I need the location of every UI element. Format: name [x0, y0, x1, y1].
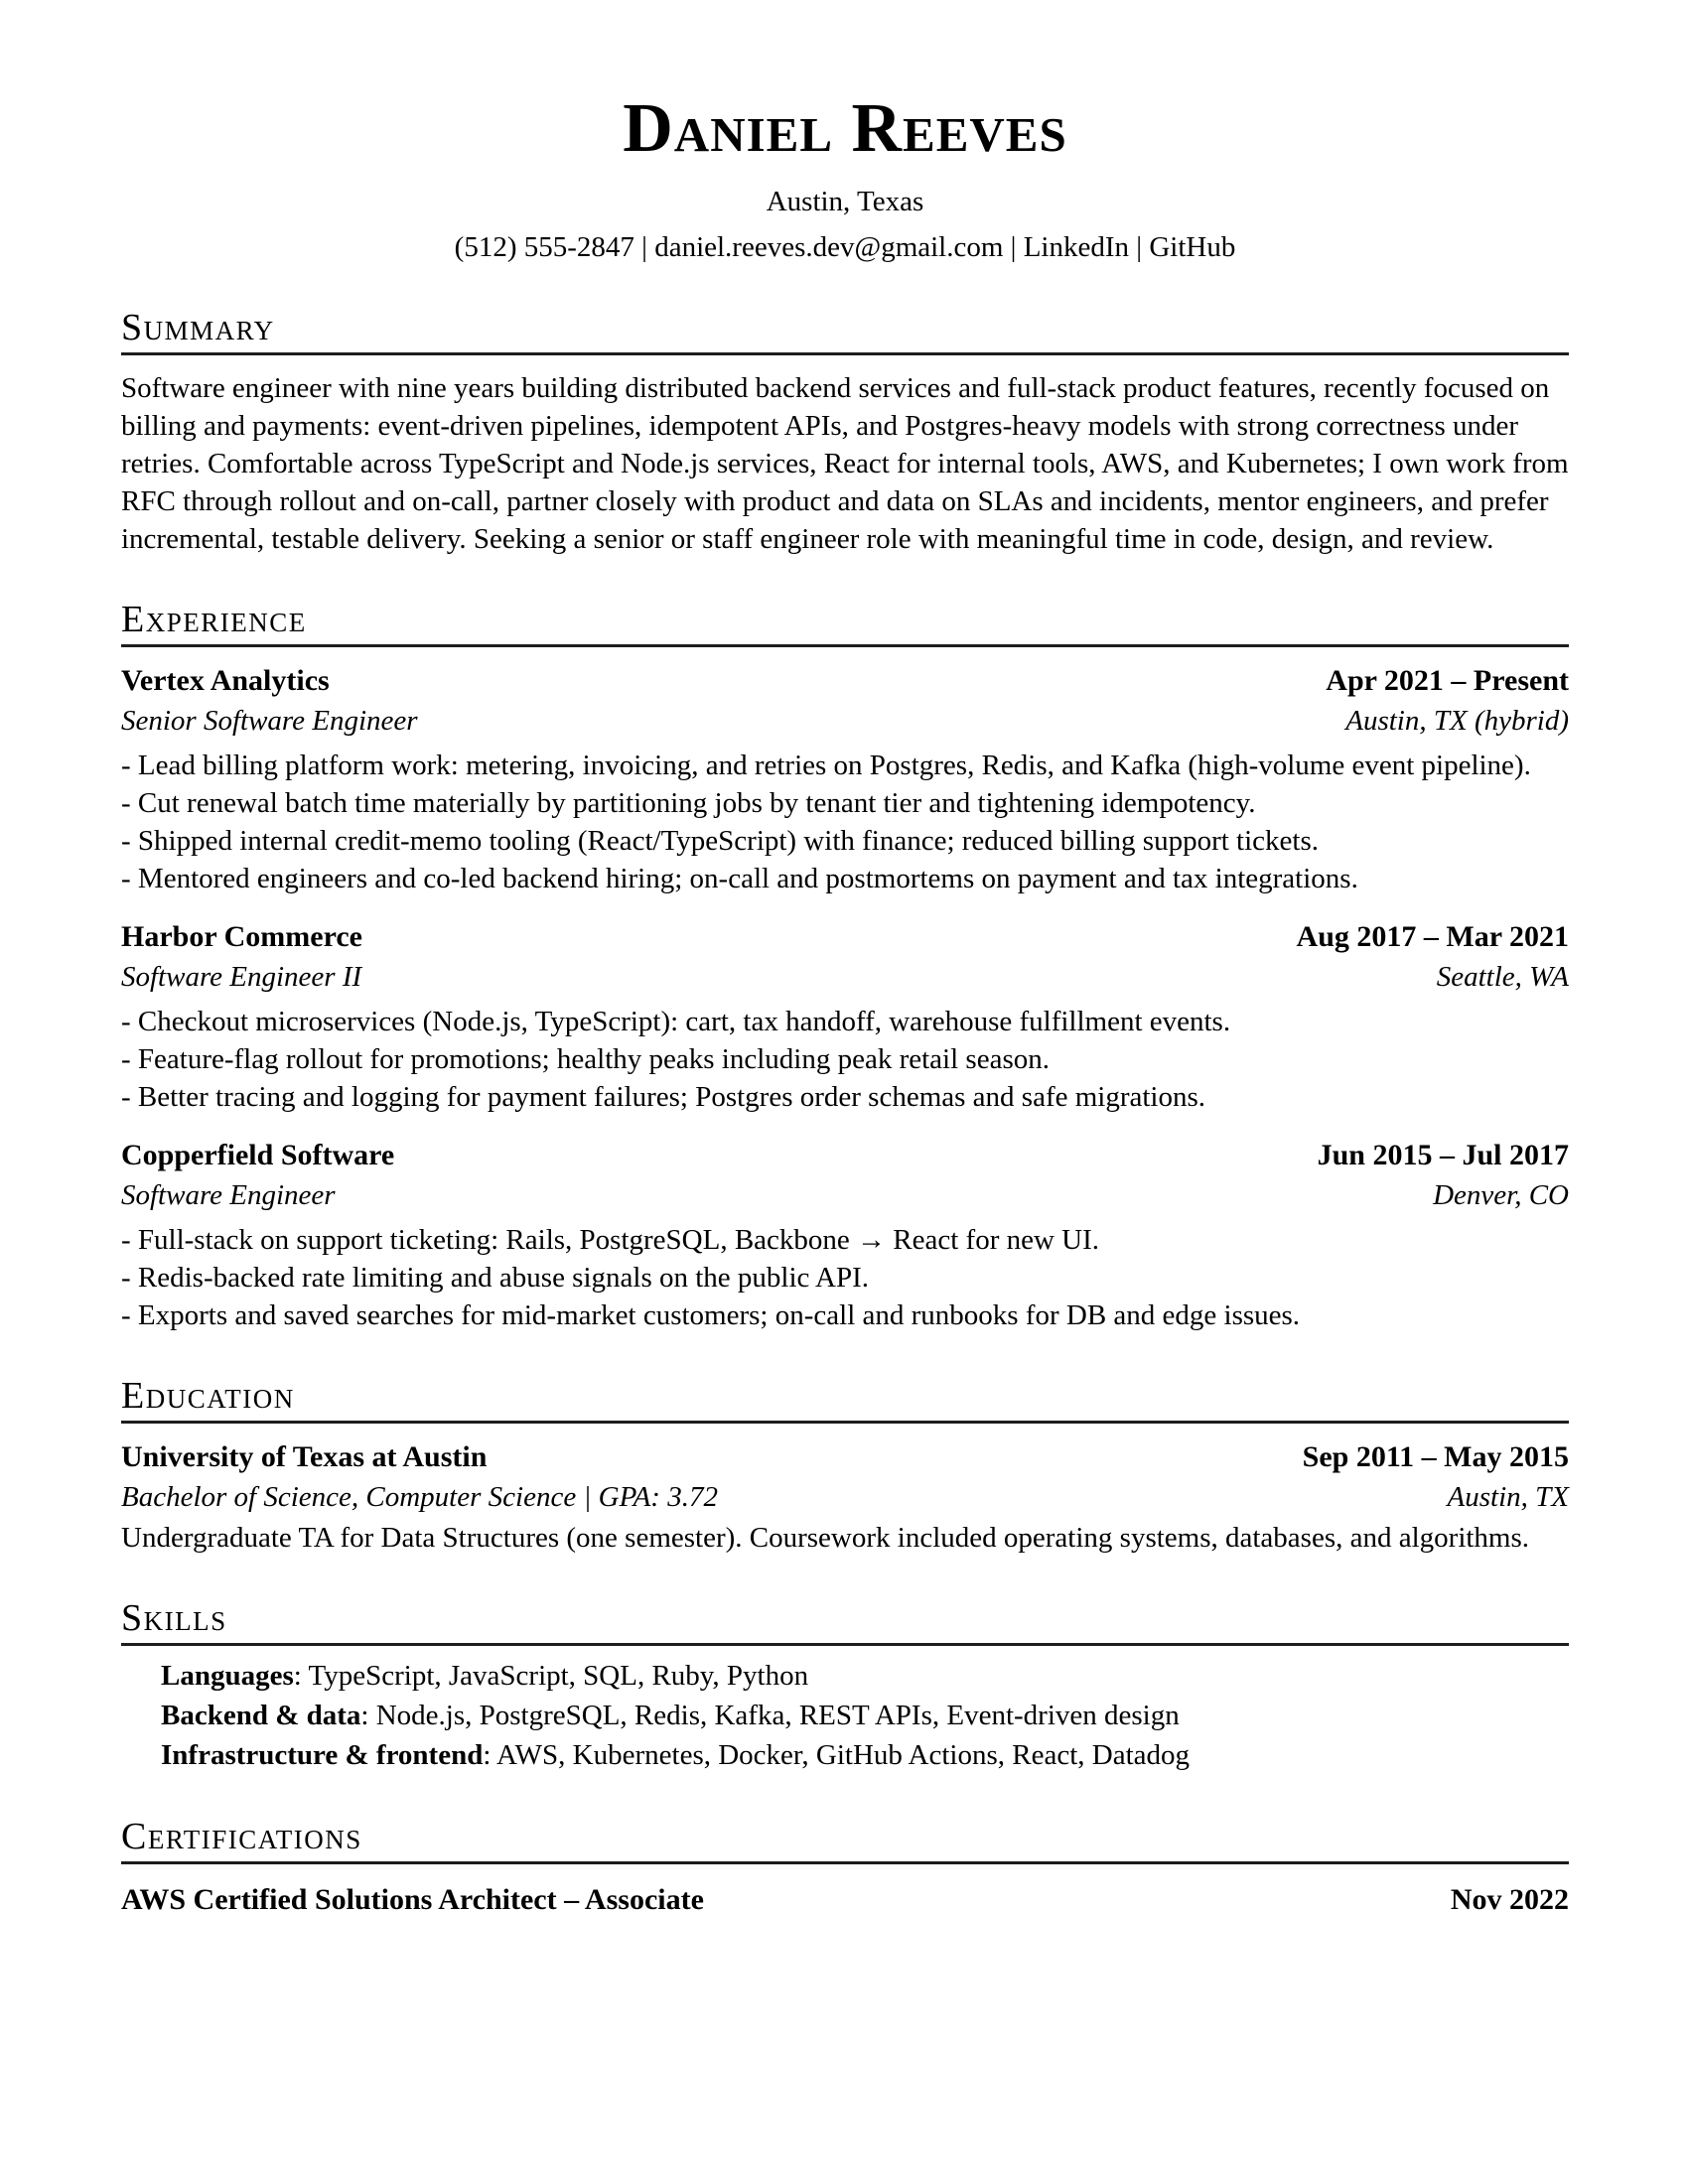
job-bullet: - Mentored engineers and co-led backend hiring; on-call and postmortems on payment and tax integrations. — [121, 863, 1358, 894]
education-dates: Sep 2011 – May 2015 — [1302, 1440, 1569, 1473]
skills-section-title: Skills — [121, 1596, 1569, 1646]
job-location: Austin, TX (hybrid) — [1345, 705, 1569, 737]
skill-row — [121, 1656, 1569, 1696]
section-certifications — [121, 1815, 1569, 1920]
job-location: Seattle, WA — [1436, 961, 1569, 993]
candidate-contact-line: (512) 555-2847 | daniel.reeves.dev@gmail.com | LinkedIn | GitHub — [454, 231, 1236, 263]
job-bullets — [121, 1221, 1569, 1334]
candidate-name: Daniel Reeves — [623, 90, 1067, 167]
company-name: Copperfield Software — [121, 1139, 395, 1171]
summary-text: Software engineer with nine years building distributed backend services and full-stack product features, recently focused on billing and payments: event-driven pipelines, idempotent APIs, and Postgres-heavy models with strong correctness under retries. Comfortable across TypeScript and Node.js services, React for internal tools, AWS, and Kubernetes; I own work from RFC through rollout and on-call, partner closely with product and data on SLAs and incidents, mentor engineers, and prefer incremental, testable delivery. Seeking a senior or staff engineer role with meaningful time in code, design, and review. — [121, 372, 1569, 555]
job-bullet: - Redis-backed rate limiting and abuse signals on the public API. — [121, 1262, 870, 1294]
job-dates: Jun 2015 – Jul 2017 — [1317, 1139, 1569, 1171]
skills-list — [121, 1656, 1569, 1775]
job-role: Software Engineer II — [121, 961, 362, 993]
skill-category-label: Languages — [161, 1660, 294, 1692]
job-bullet: - Exports and saved searches for mid-market customers; on-call and runbooks for DB and edge issues. — [121, 1299, 1301, 1331]
company-name: Vertex Analytics — [121, 664, 330, 697]
job-bullet: - Better tracing and logging for payment failures; Postgres order schemas and safe migrations. — [121, 1081, 1206, 1113]
degree: Bachelor of Science, Computer Science | GPA: 3.72 — [121, 1481, 718, 1513]
job-bullet: - Checkout microservices (Node.js, TypeScript): cart, tax handoff, warehouse fulfillment events. — [121, 1006, 1231, 1037]
job-bullets — [121, 747, 1569, 897]
job-bullet: - Shipped internal credit-memo tooling (React/TypeScript) with finance; reduced billing support tickets. — [121, 825, 1319, 857]
education-location: Austin, TX — [1447, 1481, 1569, 1513]
school-name: University of Texas at Austin — [121, 1440, 488, 1473]
education-section-title: Education — [121, 1374, 1569, 1424]
job-bullet: - Lead billing platform work: metering, invoicing, and retries on Postgres, Redis, and Kafka (high-volume event pipeline). — [121, 750, 1531, 781]
job-dates: Aug 2017 – Mar 2021 — [1296, 920, 1569, 953]
certification-name: AWS Certified Solutions Architect – Associate — [121, 1883, 704, 1916]
job-dates: Apr 2021 – Present — [1326, 664, 1569, 697]
job-bullet: - Feature-flag rollout for promotions; healthy peaks including peak retail season. — [121, 1043, 1050, 1075]
section-education — [121, 1374, 1569, 1557]
certification-entry — [121, 1880, 1569, 1920]
summary-section-title: Summary — [121, 306, 1569, 355]
section-skills — [121, 1596, 1569, 1775]
job-entry — [121, 1136, 1569, 1334]
skill-values: : Node.js, PostgreSQL, Redis, Kafka, REST APIs, Event-driven design — [360, 1700, 1180, 1731]
section-summary — [121, 306, 1569, 558]
skill-row — [121, 1696, 1569, 1735]
skill-row — [121, 1735, 1569, 1775]
job-role: Software Engineer — [121, 1179, 336, 1211]
job-entry — [121, 917, 1569, 1116]
certifications-section-title: Certifications — [121, 1815, 1569, 1864]
skill-category-label: Backend & data — [161, 1700, 361, 1731]
skill-category-label: Infrastructure & frontend — [161, 1739, 484, 1771]
job-bullet: - Full-stack on support ticketing: Rails, PostgreSQL, Backbone → React for new UI. — [121, 1224, 1100, 1256]
experience-section-title: Experience — [121, 598, 1569, 647]
skill-values: : TypeScript, JavaScript, SQL, Ruby, Python — [293, 1660, 809, 1692]
education-note: Undergraduate TA for Data Structures (one semester). Coursework included operating systems, databases, and algorithms. — [121, 1522, 1530, 1554]
job-entry — [121, 661, 1569, 897]
candidate-location: Austin, Texas — [766, 186, 924, 217]
job-role: Senior Software Engineer — [121, 705, 418, 737]
section-experience — [121, 598, 1569, 1334]
resume-header — [121, 91, 1569, 266]
skill-values: : AWS, Kubernetes, Docker, GitHub Actions, React, Datadog — [483, 1739, 1191, 1771]
certification-date: Nov 2022 — [1450, 1883, 1569, 1916]
job-location: Denver, CO — [1433, 1179, 1569, 1211]
company-name: Harbor Commerce — [121, 920, 362, 953]
job-bullets — [121, 1003, 1569, 1116]
job-bullet: - Cut renewal batch time materially by partitioning jobs by tenant tier and tightening idempotency. — [121, 787, 1256, 819]
